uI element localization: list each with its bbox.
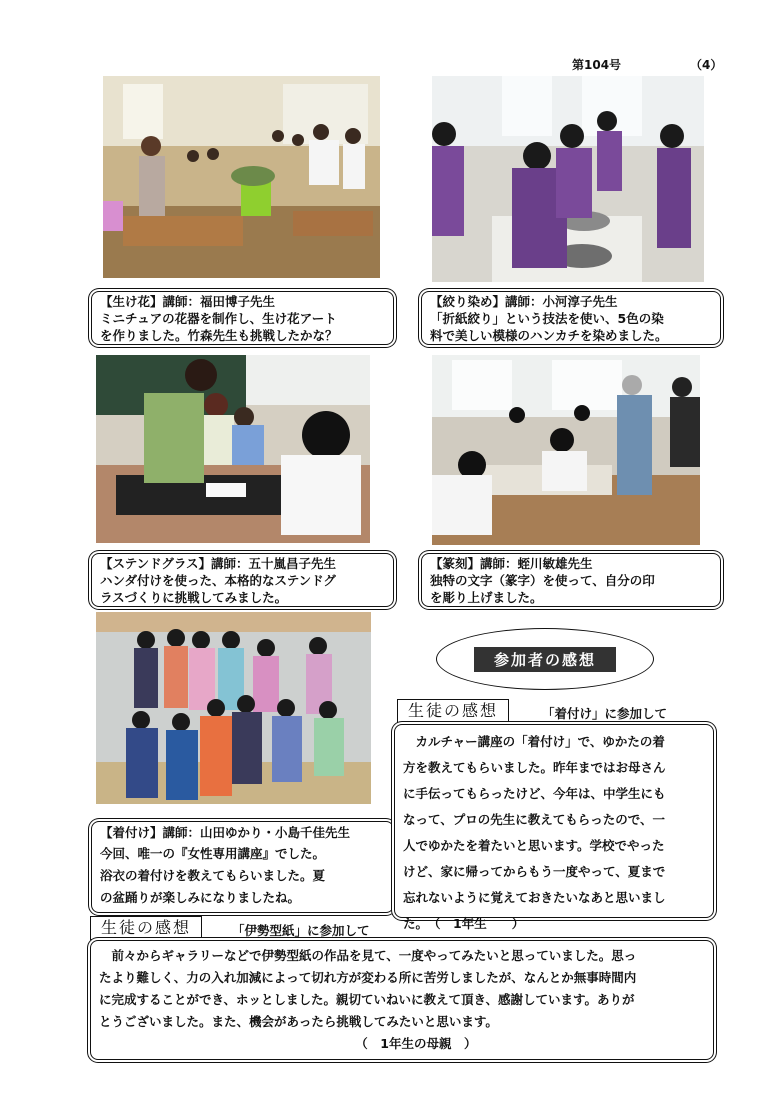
issue-number: 第104号 — [572, 58, 622, 72]
caption-line: 「折紙絞り」という技法を使い、5色の染 — [430, 311, 664, 326]
body-line: に手伝ってもらったけど、今年は、中学生にも — [403, 786, 666, 801]
caption-kitsuke — [91, 821, 394, 913]
caption-line: ハンダ付けを使った、本格的なステンドグ — [100, 573, 336, 588]
body-line: 前々からギャラリーなどで伊勢型紙の作品を見て、一度やってみたいと思っていました。思っ — [99, 948, 637, 963]
body-line: とうございました。また、機会があったら挑戦してみたいと思います。 — [99, 1014, 498, 1029]
impression2-subtitle: 「伊勢型紙」に参加して — [232, 923, 370, 938]
impression2-tag: 生徒の感想 — [90, 916, 202, 940]
caption-tenkoku — [421, 553, 721, 607]
impression1-tag: 生徒の感想 — [397, 699, 509, 723]
body-line: た。 （ 1年生 ） — [403, 916, 525, 931]
photo-shibori — [432, 76, 704, 282]
page-number: （4） — [690, 58, 723, 72]
photo-kitsuke — [96, 612, 371, 804]
caption-line: ミニチュアの花器を制作し、生け花アート — [100, 311, 337, 326]
body-line: けど、家に帰ってからもう一度やって、夏まで — [403, 864, 666, 879]
impression2-body — [90, 940, 714, 1060]
body-line: なって、プロの先生に教えてもらったので、一 — [403, 812, 666, 827]
photo-tenkoku — [432, 355, 700, 545]
body-line: （ 1年生の母親 ） — [99, 1036, 477, 1051]
body-line: 方を教えてもらいました。昨年まではお母さん — [403, 760, 666, 775]
caption-line: 料で美しい模様のハンカチを染めました。 — [430, 328, 668, 343]
caption-line: 独特の文字（篆字）を使って、自分の印 — [430, 573, 655, 588]
caption-line: 【ステンドグラス】講師：五十嵐昌子先生 — [100, 556, 337, 571]
caption-line: 【篆刻】講師：蛭川敏雄先生 — [430, 556, 593, 571]
caption-line: 【絞り染め】講師：小河淳子先生 — [430, 294, 618, 309]
body-line: 人でゆかたを着たいと思います。学校でやった — [403, 838, 665, 853]
caption-line: 【生け花】講師：福田博子先生 — [100, 294, 276, 309]
body-line: たより難しく、力の入れ加減によって切れ方が変わる所に苦労しましたが、なんとか無事時間内 — [99, 970, 637, 985]
caption-line: の盆踊りが楽しみになりましたね。 — [100, 890, 301, 905]
body-line: 忘れないように覚えておきたいなあと思いまし — [403, 890, 666, 905]
caption-line: ラスづくりに挑戦してみました。 — [100, 590, 288, 605]
impression1-subtitle: 「着付け」に参加して — [542, 706, 668, 721]
body-line: に完成することができ、ホッとしました。親切ていねいに教えて頂き、感謝しています。ありが — [99, 992, 635, 1007]
photo-ikebana — [103, 76, 380, 278]
caption-line: を作りました。竹森先生も挑戦したかな？ — [100, 328, 338, 343]
body-line: カルチャー講座の「着付け」で、ゆかたの着 — [403, 734, 665, 749]
photo-stainedglass — [96, 355, 370, 543]
caption-stainedglass — [91, 553, 394, 607]
caption-ikebana — [91, 291, 394, 345]
impressions-heading-text: 参加者の感想 — [474, 647, 616, 672]
caption-line: 【着付け】講師：山田ゆかり・小島千佳先生 — [100, 825, 351, 840]
caption-line: 浴衣の着付けを教えてもらいました。夏 — [100, 868, 326, 883]
impression1-body — [394, 724, 714, 931]
caption-line: を彫り上げました。 — [430, 590, 543, 605]
impressions-heading — [436, 628, 654, 690]
caption-line: 今回、唯一の『女性専用講座』でした。 — [100, 846, 326, 861]
caption-shibori — [421, 291, 721, 345]
